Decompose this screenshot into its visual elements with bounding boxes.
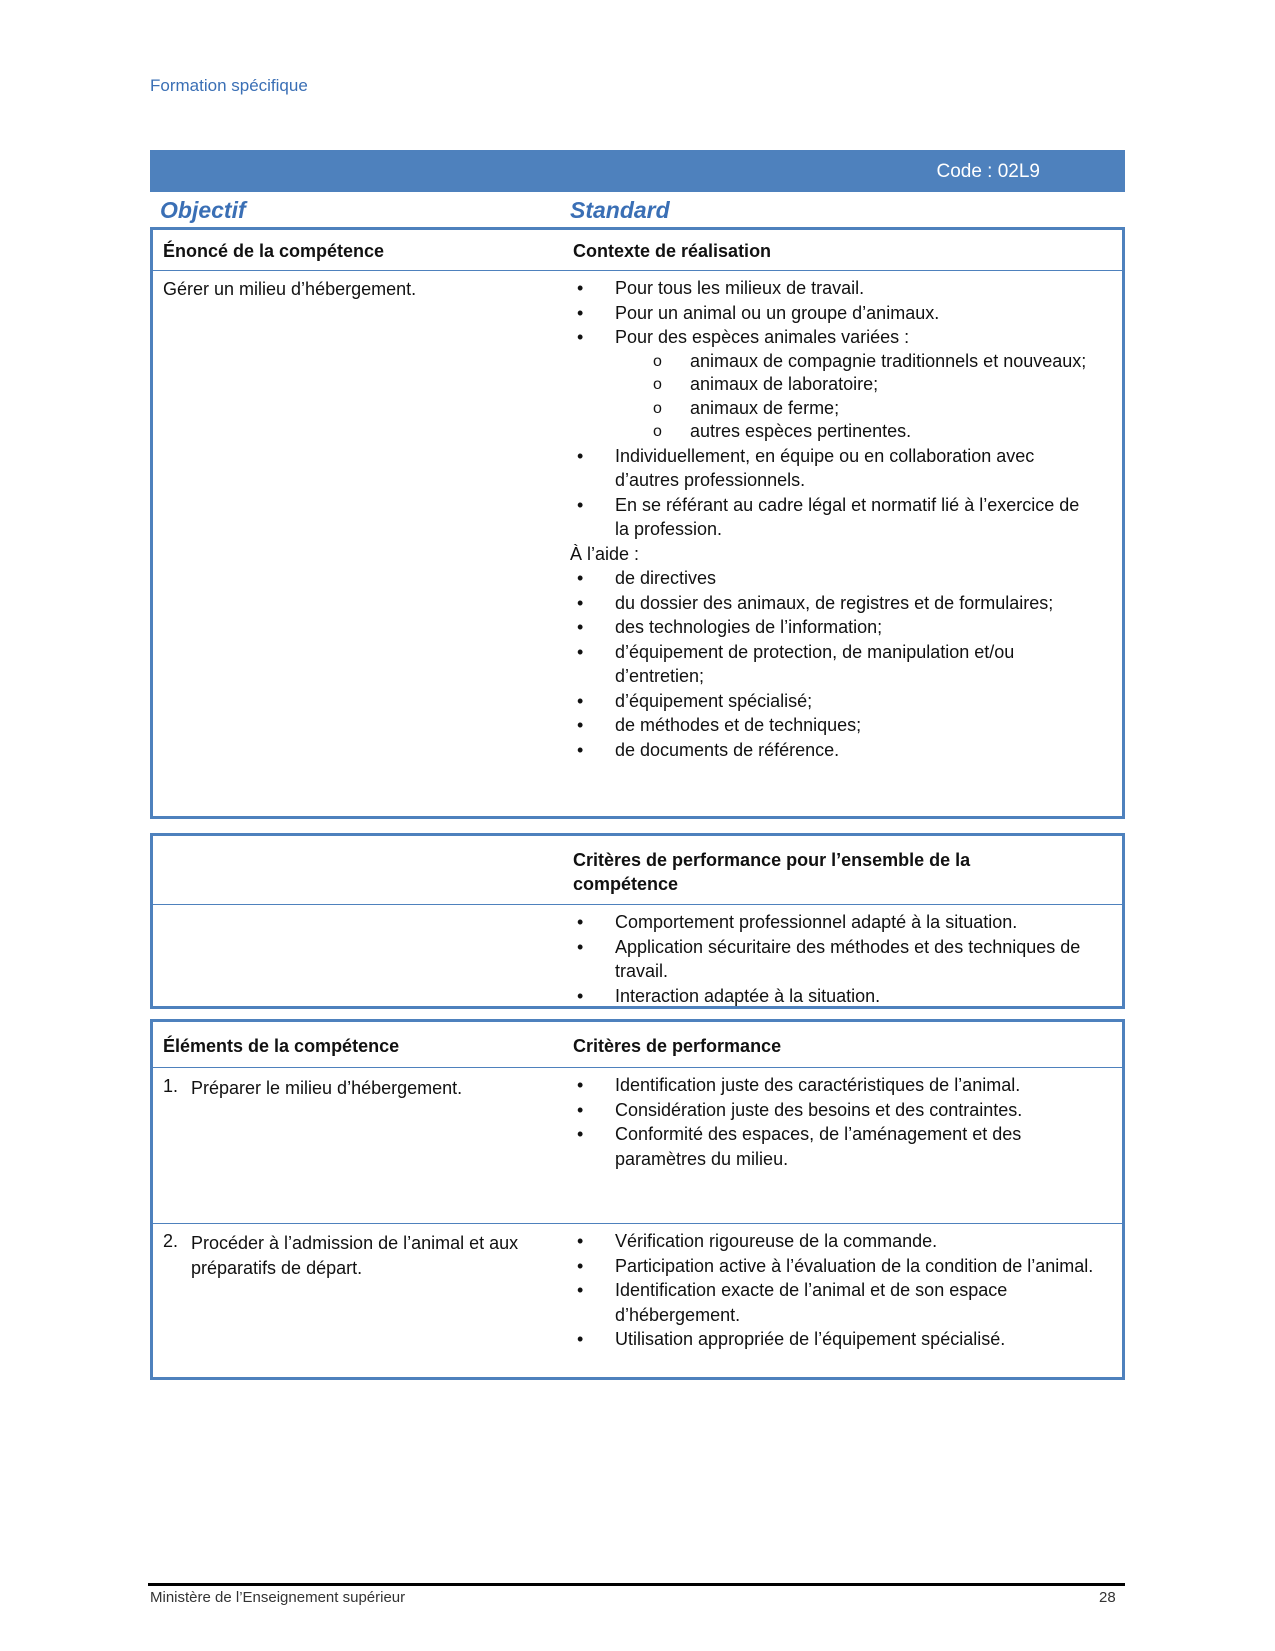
standard-heading: Standard: [570, 197, 670, 223]
table-row: [153, 1067, 1122, 1223]
element-text: Préparer le milieu d’hébergement.: [191, 1078, 463, 1098]
list-item: • des technologies de l’information;: [543, 615, 1098, 640]
overall-criteria-column: [573, 910, 1098, 1008]
list-item: • Identification juste des caractéristiques de l’animal.: [543, 1073, 1098, 1098]
list-item: • Application sécuritaire des méthodes et des techniques de travail.: [543, 935, 1098, 984]
list-item: • Pour des espèces animales variées :: [543, 325, 1098, 350]
objective-heading: Objectif: [160, 197, 246, 223]
list-item: • d’équipement spécialisé;: [543, 689, 1098, 714]
competency-code: Code : 02L9: [936, 161, 1040, 182]
list-item: • Vérification rigoureuse de la commande.: [543, 1229, 1098, 1254]
criteria-list: [543, 1073, 1098, 1171]
criteria-list: [543, 1229, 1098, 1352]
element-number: 2.: [163, 1231, 179, 1251]
list-item: o animaux de ferme;: [543, 397, 1098, 421]
criteria-cell: [573, 1229, 1098, 1352]
competency-table-header: [153, 230, 1122, 270]
overall-criteria-list: [543, 910, 1098, 1008]
competency-table-body: [153, 270, 1122, 817]
context-list: [543, 276, 1098, 350]
list-item: • Comportement professionnel adapté à la situation.: [543, 910, 1098, 935]
elements-header: Éléments de la compétence: [163, 1036, 400, 1056]
table-row: [153, 1223, 1122, 1379]
list-item: • Utilisation appropriée de l’équipement spécialisé.: [543, 1327, 1098, 1352]
aide-label: À l’aide :: [570, 543, 640, 564]
elements-table: [150, 1019, 1125, 1380]
section-label: Formation spécifique: [150, 76, 308, 95]
overall-criteria-table: [150, 833, 1125, 1009]
list-item: • de documents de référence.: [543, 738, 1098, 763]
performance-header: Critères de performance: [573, 1036, 782, 1056]
list-item: • Considération juste des besoins et des contraintes.: [543, 1098, 1098, 1123]
competency-table: [150, 227, 1125, 819]
list-item: • Individuellement, en équipe ou en collaboration avec d’autres professionnels.: [543, 444, 1098, 493]
footer-divider: [148, 1583, 1125, 1586]
list-item: • Pour tous les milieux de travail.: [543, 276, 1098, 301]
statement-header: Énoncé de la compétence: [163, 241, 385, 261]
list-item: • Participation active à l’évaluation de la condition de l’animal.: [543, 1254, 1098, 1279]
list-item: • d’équipement de protection, de manipulation et/ou d’entretien;: [543, 640, 1098, 689]
list-item: o autres espèces pertinentes.: [543, 420, 1098, 444]
aide-list: [543, 566, 1098, 762]
overall-criteria-header: Critères de performance pour l’ensemble de la compétence: [573, 850, 971, 894]
list-item: • Conformité des espaces, de l’aménagement et des paramètres du milieu.: [543, 1122, 1098, 1171]
list-item: o animaux de laboratoire;: [543, 373, 1098, 397]
element-number: 1.: [163, 1076, 179, 1096]
list-item: • du dossier des animaux, de registres et de formulaires;: [543, 591, 1098, 616]
context-column: [570, 276, 1098, 762]
element-cell: [163, 1076, 553, 1101]
list-item: • de méthodes et de techniques;: [543, 713, 1098, 738]
list-item: • de directives: [543, 566, 1098, 591]
overall-criteria-header-row: [153, 836, 1122, 904]
elements-table-header: [153, 1022, 1122, 1067]
overall-criteria-body: [153, 904, 1122, 1007]
list-item: • Interaction adaptée à la situation.: [543, 984, 1098, 1009]
footer-ministry: Ministère de l’Enseignement supérieur: [150, 1589, 406, 1606]
element-cell: [163, 1231, 563, 1280]
criteria-cell: [573, 1073, 1098, 1171]
species-list: [543, 350, 1098, 444]
element-text: Procéder à l’admission de l’animal et aux préparatifs de départ.: [191, 1233, 519, 1278]
list-item: • Identification exacte de l’animal et de son espace d’hébergement.: [543, 1278, 1098, 1327]
context-header: Contexte de réalisation: [573, 241, 772, 261]
competency-statement: Gérer un milieu d’hébergement.: [163, 279, 417, 299]
context-list-2: [543, 444, 1098, 542]
list-item: • Pour un animal ou un groupe d’animaux.: [543, 301, 1098, 326]
page-number: 28: [1099, 1589, 1116, 1606]
code-bar: [150, 150, 1125, 192]
list-item: o animaux de compagnie traditionnels et nouveaux;: [543, 350, 1098, 374]
list-item: • En se référant au cadre légal et normatif lié à l’exercice de la profession.: [543, 493, 1098, 542]
